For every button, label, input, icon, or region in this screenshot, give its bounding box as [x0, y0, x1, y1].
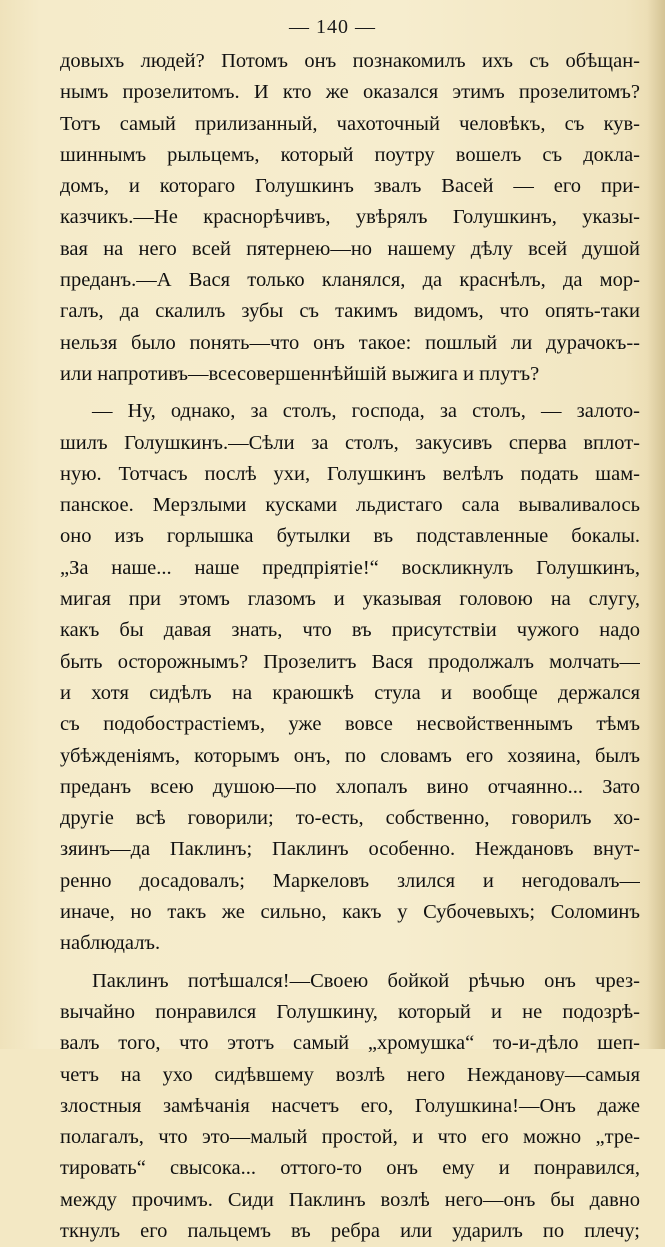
text-line: „За наше... наше предпріятіе!“ воскликнулъ Голушкинъ,: [60, 556, 640, 579]
text-line: иначе, но такъ же сильно, какъ у Субочевыхъ; Соломинъ: [60, 901, 640, 924]
text-line: нымъ прозелитомъ. И кто же оказался этимъ прозелитомъ?: [60, 81, 640, 104]
text-line: Тотъ самый прилизанный, чахоточный человѣкъ, съ кув-: [60, 112, 640, 135]
text-line: валъ того, что этотъ самый „хромушка“ то-и-дѣло шеп-: [60, 1032, 640, 1055]
text-line: преданъ.—А Вася только кланялся, да краснѣлъ, да мор-: [60, 269, 640, 292]
text-line: четъ на ухо сидѣвшему возлѣ него Нежданову—самыя: [60, 1063, 640, 1086]
text-line: убѣжденіямъ, которымъ онъ, по словамъ его хозяина, былъ: [60, 744, 640, 767]
text-line: другіе всѣ говорили; то-есть, собственно, говорилъ хо-: [60, 807, 640, 830]
text-line: панское. Мерзлыми кусками льдистаго сала вываливалось: [60, 494, 640, 517]
text-line: ную. Тотчасъ послѣ ухи, Голушкинъ велѣлъ подать шам-: [60, 462, 640, 485]
text-line: зяинъ—да Паклинъ; Паклинъ особенно. Неждановъ внут-: [60, 838, 640, 861]
text-line: нельзя было понять—что онъ такое: пошлый ли дурачокъ--: [60, 331, 640, 354]
text-line: галъ, да скалилъ зубы съ такимъ видомъ, что опять-таки: [60, 300, 640, 323]
text-line: шилъ Голушкинъ.—Сѣли за столъ, закусивъ сперва вплот-: [60, 431, 640, 454]
text-line: злостныя замѣчанія насчетъ его, Голушкина!—Онъ даже: [60, 1094, 640, 1117]
text-line: ренно досадовалъ; Маркеловъ злился и негодовалъ—: [60, 869, 640, 892]
text-line: тировать“ свысока... оттого-то онъ ему и понравился,: [60, 1157, 640, 1180]
page-number: — 140 —: [289, 16, 376, 38]
page-body-text: [60, 46, 640, 1247]
page-edge-shadow: [647, 0, 665, 1049]
text-line: Паклинъ потѣшался!—Своею бойкой рѣчью онъ чрез-: [92, 969, 640, 992]
text-line: шиннымъ рыльцемъ, который поутру вошелъ съ докла-: [60, 143, 640, 166]
text-line: ткнулъ его пальцемъ въ ребра или ударилъ по плечу;: [60, 1219, 640, 1242]
text-line: или напротивъ—всесовершеннѣйшій выжига и плутъ?: [60, 362, 540, 385]
text-line: вая на него всей пятернею—но нашему дѣлу всей душой: [60, 237, 640, 260]
text-line: казчикъ.—Не краснорѣчивъ, увѣрялъ Голушкинъ, указы-: [60, 206, 640, 229]
text-line: довыхъ людей? Потомъ онъ познакомилъ ихъ съ обѣщан-: [60, 50, 640, 72]
text-line: какъ бы давая знать, что въ присутствіи чужого надо: [60, 619, 640, 642]
text-line: вычайно понравился Голушкину, который и не подозрѣ-: [60, 1000, 640, 1023]
text-line: оно изъ горлышка бутылки въ подставленные бокалы.: [60, 525, 640, 548]
text-line: между прочимъ. Сиди Паклинъ возлѣ него—онъ бы давно: [60, 1188, 640, 1211]
text-line: съ подобострастіемъ, уже вовсе несвойственнымъ тѣмъ: [60, 713, 640, 736]
text-line: и хотя сидѣлъ на краюшкѣ стула и вообще держался: [60, 681, 640, 704]
text-line: преданъ всею душою—по хлопалъ вино отчаянно... Зато: [60, 775, 640, 798]
text-line: наблюдалъ.: [60, 932, 161, 955]
text-line: быть осторожнымъ? Прозелитъ Вася продолжалъ молчать—: [60, 650, 640, 673]
text-line: — Ну, однако, за столъ, господа, за столъ, — залото-: [92, 400, 640, 423]
text-line: полагалъ, что это—малый простой, и что его можно „тре-: [60, 1126, 640, 1149]
text-line: мигая при этомъ глазомъ и указывая головою на слугу,: [60, 588, 640, 611]
text-line: домъ, и котораго Голушкинъ звалъ Васей — его при-: [60, 175, 640, 198]
